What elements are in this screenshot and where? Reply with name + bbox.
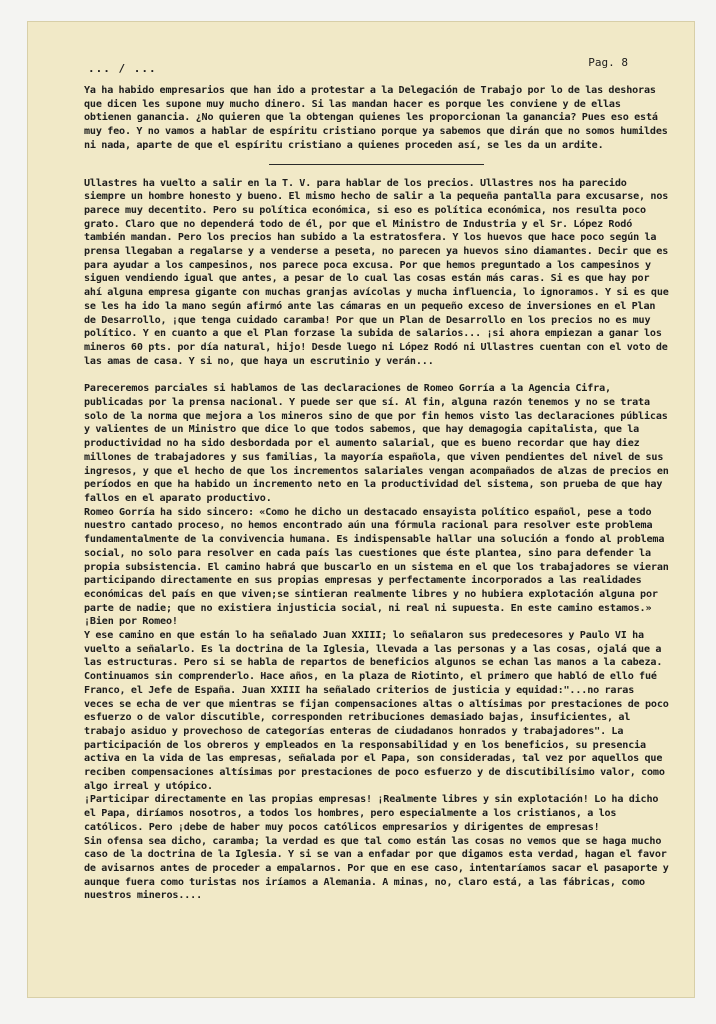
paragraph-participar: ¡Participar directamente en las propias empresas! ¡Realmente libres y sin explotación! Lo ha dicho el Papa, diríamos nosotros, a todos los hombres, pero especialmente a los cristianos, a los católicos. Pero ¡debe de haber muy pocos católicos empresarios y dirigentes de empresas! <box>84 794 659 833</box>
paragraph-deshoras: Ya ha habido empresarios que han ido a protestar a la Delegación de Trabajo por lo de las deshoras que dicen les supone muy mucho dinero. Si las mandan hacer es porque les conviene y de ellas obtienen ganancia. ¿No quieren que la obtengan quienes les proporcionan la ganancia? Pues eso está muy feo. Y no vamos a hablar de espíritu cristiano porque ya sabemos que dirán que no somos humildes ni nada, aparte de que el espíritu cristiano a quienes proceden así, se les da un ardite. <box>84 85 668 151</box>
paragraph-gorria-declarations: Pareceremos parciales si hablamos de las declaraciones de Romeo Gorría a la Agencia Cifra, publicadas por la prensa nacional. Y puede ser que sí. Al fin, alguna razón tenemos y no se trata solo de la norma que mejora a los mineros sino de que por fin hemos visto las declaraciones públicas y valientes de un Ministro que dice lo que todos sabemos, que hay demagogia capitalista, que la productividad no ha sido desbordada por el aumento salarial, que es bueno recordar que hay diez millones de trabajadores y sus familias, la mayoría española, que viven pendientes del nivel de sus ingresos, y que el hecho de que los incrementos salariales vengan acompañados de alzas de precios en períodos en que ha habido un incremento neto en la productividad del sistema, son prueba de que hay fallos en el aparato productivo. <box>84 383 669 504</box>
divider-line <box>269 164 484 165</box>
document-body <box>84 84 669 903</box>
paragraph-juan-xxiii: Y ese camino en que están lo ha señalado Juan XXIII; lo señalaron sus predecesores y Paulo VI ha vuelto a señalarlo. Es la doctrina de la Iglesia, llevada a las personas y a las cosas, ojalá que a las estructuras. Pero si se habla de repartos de beneficios algunos se echan las manos a la cabeza. Continuamos sin comprenderlo. Hace años, en la plaza de Riotinto, el primero que habló de ello fué Franco, el Jefe de España. Juan XXIII ha señalado criterios de justicia y equidad:"...no raras veces se echa de ver que mientras se fijan compensaciones altas o altísimas por prestaciones de poco esfuerzo o de valor discutible, corresponden retribuciones demasiado bajas, insuficientes, al trabajo asiduo y provechoso de categorías enteras de ciudadanos honrados y trabajadores". La participación de los obreros y empleados en la responsabilidad y en los beneficios, su presencia activa en la vida de las empresas, señalada por el Papa, son consideradas, tal vez por aquellos que reciben compensaciones altísimas por prestaciones de poco esfuerzo y de discutibilísimo valor, como algo irreal y utópico. <box>84 630 669 792</box>
page-header <box>88 56 628 82</box>
section-separator <box>84 153 669 177</box>
continuation-marker: ... / ... <box>88 62 157 75</box>
paragraph-sin-ofensa: Sin ofensa sea dicho, caramba; la verdad es que tal como están las cosas no vemos que se haga mucho caso de la doctrina de la Iglesia. Y si se van a enfadar por que digamos esta verdad, hagan el favor de avisarnos antes de proceder a empalarnos. Por que en ese caso, intentaríamos sacar el pasaporte y aunque fuera como turistas nos iríamos a Alemania. A minas, no, claro está, a las fábricas, como nuestros mineros.... <box>84 835 669 902</box>
document-page <box>28 22 694 997</box>
paragraph-ullastres: Ullastres ha vuelto a salir en la T. V. para hablar de los precios. Ullastres nos ha parecido siempre un hombre honesto y bueno. El mismo hecho de salir a la pequeña pantalla para excusarse, nos parece muy decentito. Pero su política económica, si eso es política económica, nos resulta poco grato. Claro que no dependerá todo de él, por que el Ministro de Industria y el Sr. López Rodó también mandan. Pero los precios han subido a la estratosfera. Y los huevos que hace poco según la prensa llegaban a regalarse y a venderse a peseta, no parecen ya huevos sino diamantes. Decir que es para ayudar a los campesinos, nos parece poca excusa. Por que hemos preguntado a los campesinos y siguen vendiendo igual que antes, a pesar de lo cual las cosas están más caras. Si es que hay por ahí alguna empresa gigante con muchas granjas avícolas y mucha influencia, lo ignoramos. Y si es que se les ha ido la mano según afirmó ante las cámaras en un pequeño exceso de inversiones en el Plan de Desarrollo, ¡que tenga cuidado caramba! Por que un Plan de Desarrollo en los precios no es muy político. Y en cuanto a que el Plan forzase la subida de salarios... ¡si ahora empiezan a ganar los mineros 60 pts. por día natural, hijo! Desde luego ni López Rodó ni Ullastres cuentan con el voto de las amas de casa. Y si no, que haya un escrutinio y verán... <box>84 177 669 367</box>
paragraph-bien-por-romeo: ¡Bien por Romeo! <box>84 616 178 628</box>
page-number: Pag. 8 <box>588 56 628 69</box>
paragraph-gorria-quote: Romeo Gorría ha sido sincero: «Como he dicho un destacado ensayista político español, pese a todo nuestro cantado proceso, no hemos encontrado aún una fórmula racional para resolver este problema fundamentalmente de la convivencia humana. Es indispensable hallar una solución a fondo al problema social, no solo para resolver en cada país las cuestiones que éste plantea, sino para defender la propia subsistencia. El camino habrá que buscarlo en un sistema en el que los trabajadores se vieran participando directamente en sus propias empresas y perfectamente incorporados a las realidades económicas del país en que viven;se sintieran realmente libres y no hubiera explotación alguna por parte de nadie; que no existiera injusticia social, ni real ni supuesta. En este camino estamos.» <box>84 506 669 614</box>
